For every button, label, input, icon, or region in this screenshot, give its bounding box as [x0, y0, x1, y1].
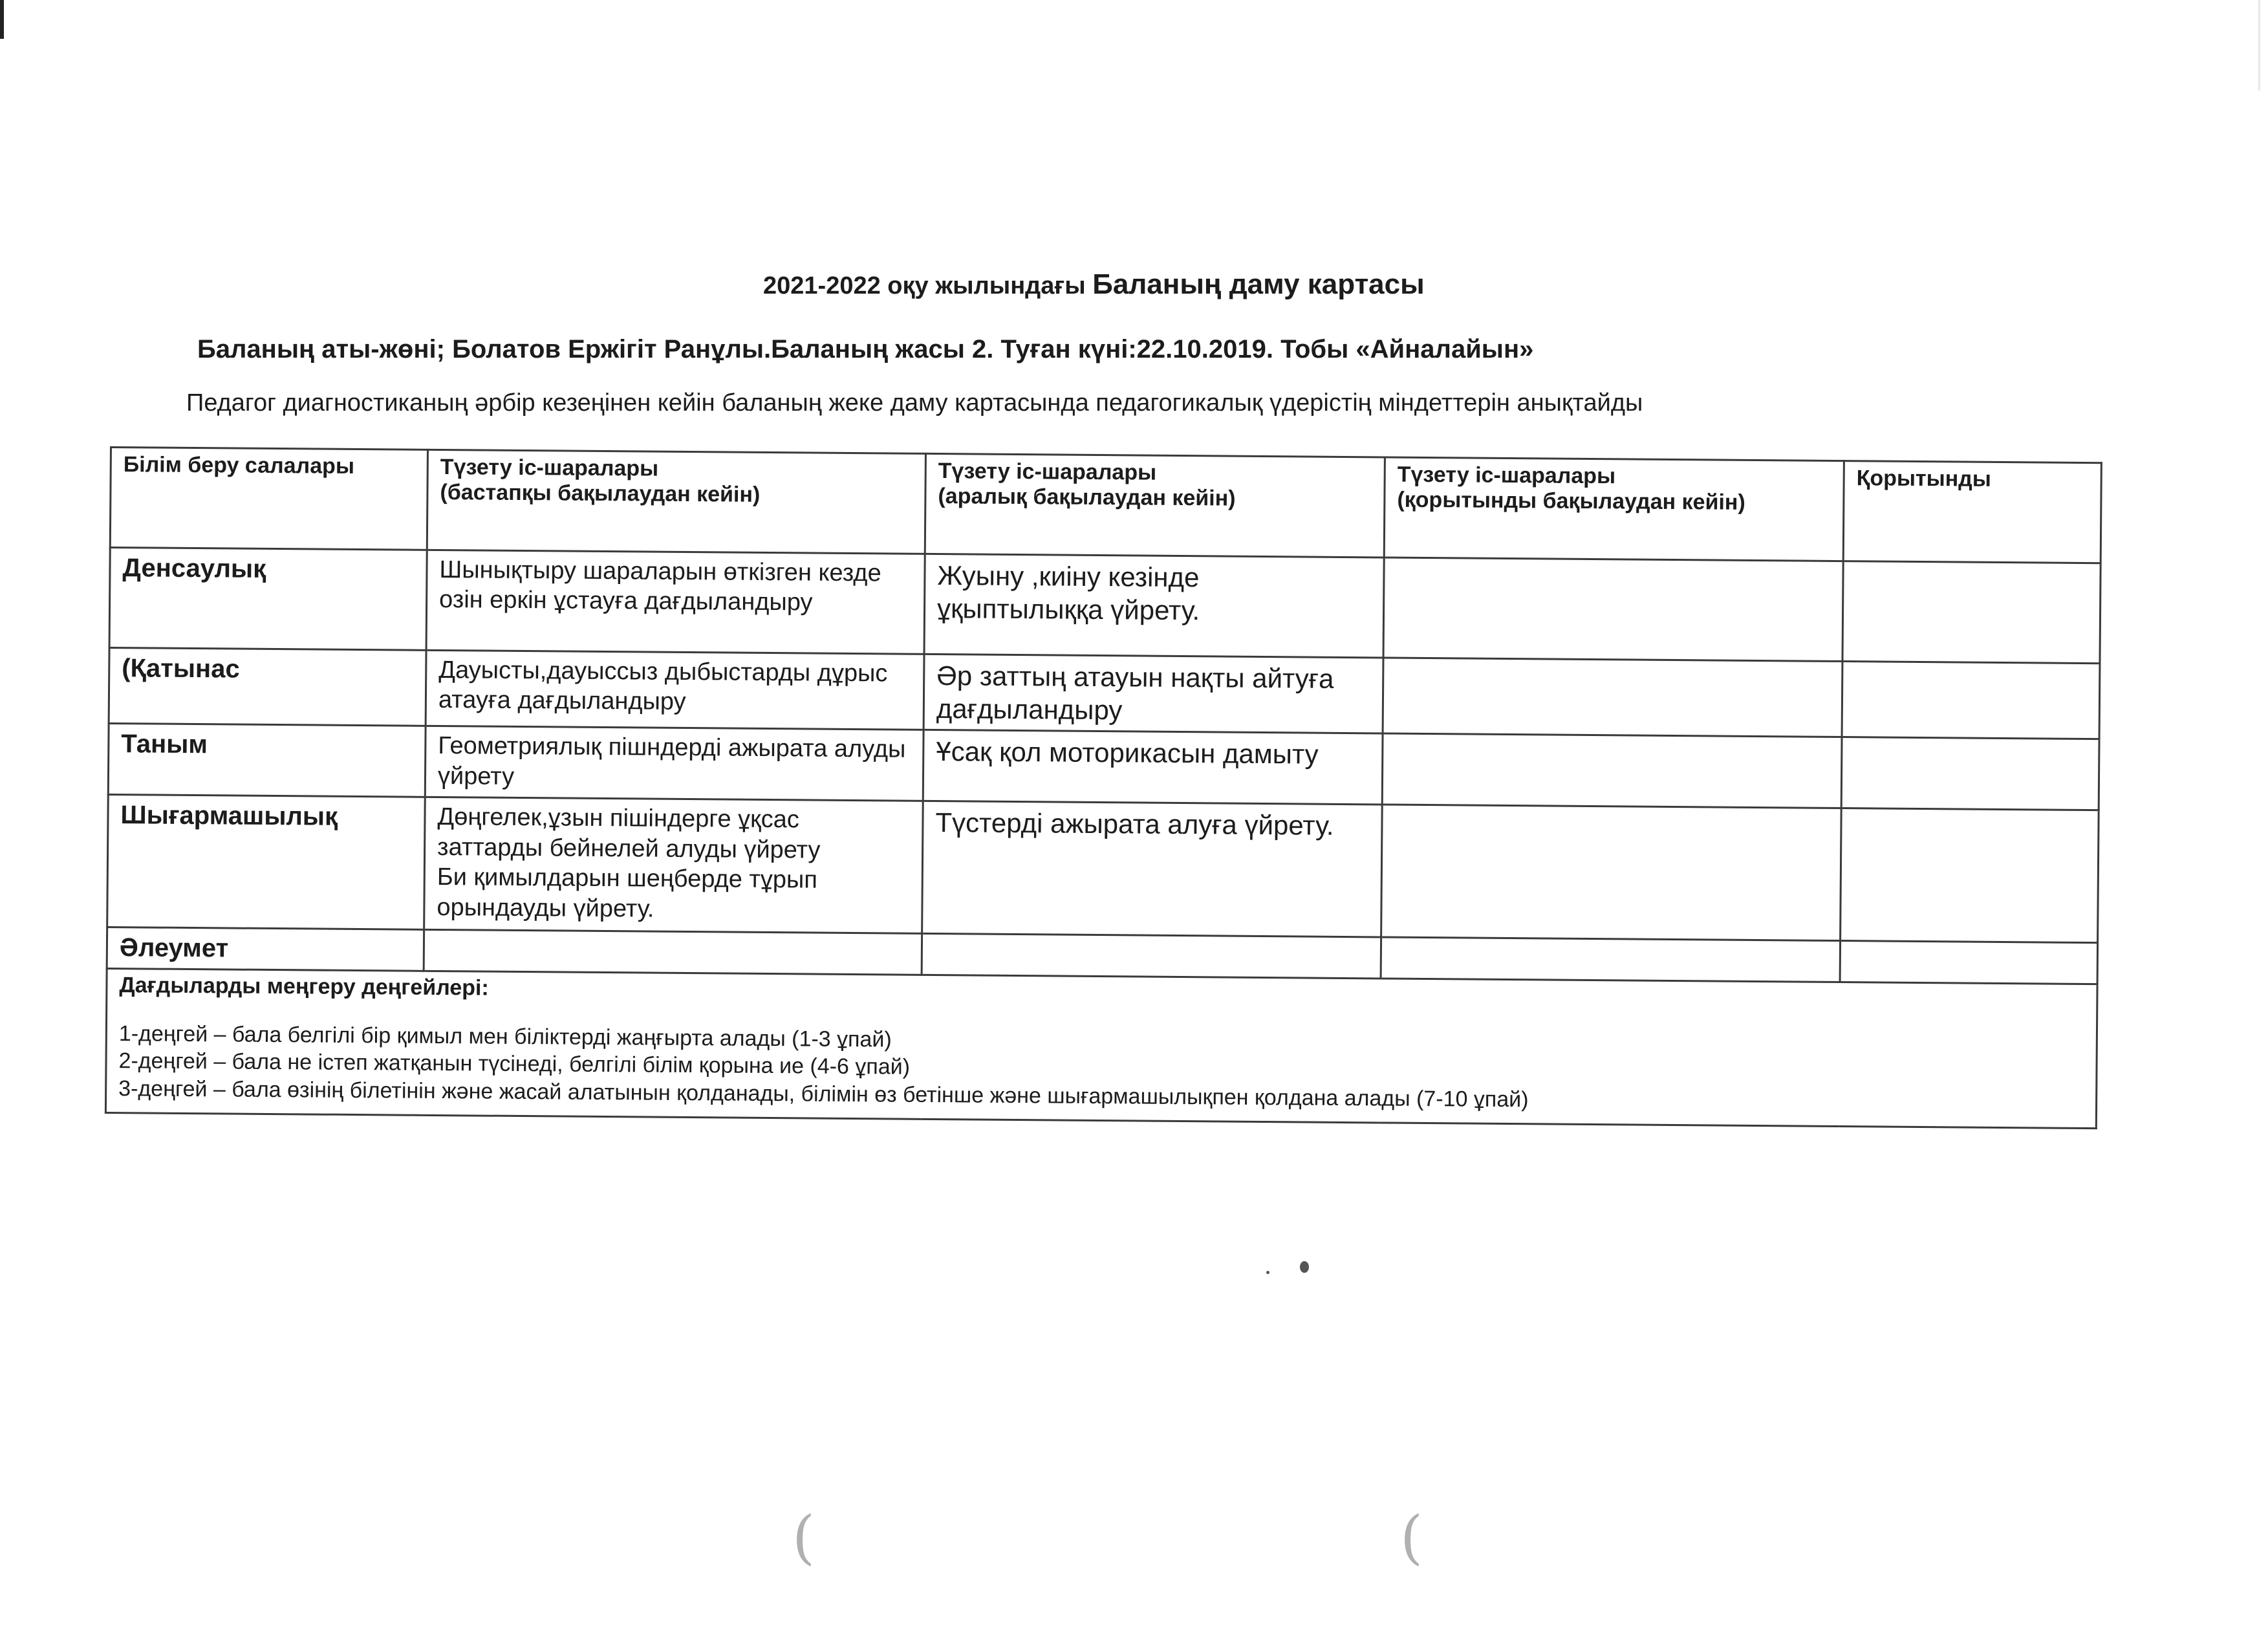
- middle-cell: Түстерді ажырата алуға үйрету.: [922, 801, 1383, 938]
- final-cell: [1381, 805, 1842, 941]
- development-table: [105, 446, 2102, 1129]
- initial-cell: [424, 797, 923, 934]
- final-cell: [1381, 937, 1840, 982]
- header-areas-label: Білім беру салалары: [123, 452, 355, 479]
- result-cell: [1842, 662, 2100, 740]
- table-header-row: [110, 448, 2101, 563]
- area-cell: Таным: [108, 724, 426, 797]
- title-year: 2021-2022 оқу жылындағы: [763, 272, 1086, 299]
- header-final-line1: Түзету іс-шаралары: [1397, 462, 1616, 489]
- final-cell: [1382, 733, 1842, 808]
- initial-cell: [424, 930, 922, 975]
- level-item: 1-деңгей – бала белгілі бір қимыл мен біліктерді жаңғырта алады (1-3 ұпай): [118, 1021, 892, 1052]
- initial-cell: Дауысты,дауыссыз дыбыстарды дұрыс атауға дағдыландыру: [426, 650, 924, 730]
- child-info: Баланың аты-жөні; Болатов Ержігіт Ранұлы.Баланың жасы 2. Туған күні:22.10.2019. Тобы «Айналайын»: [197, 335, 1534, 363]
- header-initial-line1: Түзету іс-шаралары: [440, 455, 659, 481]
- result-cell: [1841, 808, 2099, 943]
- result-cell: [1840, 941, 2097, 984]
- header-initial-line2: (бастапқы бақылаудан кейін): [440, 480, 761, 507]
- final-cell: [1383, 658, 1842, 737]
- scan-artifact-left: (: [792, 1504, 815, 1572]
- result-cell: [1842, 561, 2101, 664]
- area-cell: (Қатынас: [109, 648, 426, 726]
- header-final-line2: (қорытынды бақылаудан кейін): [1397, 487, 1745, 515]
- levels-cell: [105, 969, 2097, 1129]
- initial-line-2: Би қимылдарын шеңберде тұрып орындауды үйрету.: [437, 863, 818, 923]
- middle-cell: [922, 934, 1381, 979]
- header-areas: [110, 448, 427, 550]
- middle-cell: Жуыну ,киіну кезінде ұқыптылыққа үйрету.: [924, 554, 1384, 658]
- table-row: [109, 548, 2101, 664]
- area-cell: Әлеумет: [107, 927, 424, 971]
- initial-line-1: Дөңгелек,ұзын пішіндерге ұқсас заттарды бейнелей алуды үйрету: [437, 803, 821, 864]
- header-final: [1384, 457, 1844, 561]
- level-item: 3-деңгей – бала өзінің білетінін және жасай алатынын қолданады, білімін өз бетінше және шығармашылықпен қолдана алады (7-10 ұпай): [118, 1076, 1529, 1112]
- initial-cell: Шынықтыру шараларын өткізген кезде озін еркін ұстауға дағдыландыру: [426, 550, 925, 654]
- title-main: Баланың даму картасы: [1092, 268, 1425, 300]
- intro-text: Педагог диагностиканың әрбір кезеңінен кейін баланың жеке даму картасында педагогикалық үдерістің міндеттерін анықтайды: [186, 389, 1643, 417]
- table-row: [107, 795, 2099, 943]
- result-cell: [1841, 737, 2099, 810]
- header-middle-line1: Түзету іс-шаралары: [938, 459, 1157, 485]
- document-title: [763, 268, 1425, 301]
- scan-speck: [1266, 1271, 1269, 1274]
- scan-speck: [1300, 1261, 1309, 1273]
- header-result: [1843, 461, 2101, 563]
- header-middle-line2: (аралық бақылаудан кейін): [938, 484, 1236, 511]
- scan-edge-mark: [0, 0, 4, 39]
- area-cell: Денсаулық: [109, 548, 427, 651]
- level-item: 2-деңгей – бала не істеп жатқанын түсінеді, белгілі білім қорына ие (4-6 ұпай): [118, 1048, 911, 1079]
- header-initial: [427, 449, 925, 554]
- levels-row: [105, 969, 2097, 1129]
- initial-cell: Геометриялық пішндерді ажырата алуды үйрету: [425, 726, 923, 801]
- middle-cell: Әр заттың атауын нақты айтуға дағдыландыру: [923, 654, 1383, 733]
- middle-cell: Ұсақ қол моторикасын дамыту: [923, 730, 1383, 805]
- header-middle: [925, 453, 1385, 558]
- area-cell: Шығармашылық: [107, 795, 426, 930]
- final-cell: [1383, 558, 1843, 662]
- scan-artifact-right: (: [1400, 1504, 1423, 1572]
- header-result-label: Қорытынды: [1856, 466, 1992, 492]
- scan-edge-shadow: [2258, 0, 2260, 91]
- levels-title: Дағдыларды меңгеру деңгейлері:: [119, 973, 489, 1001]
